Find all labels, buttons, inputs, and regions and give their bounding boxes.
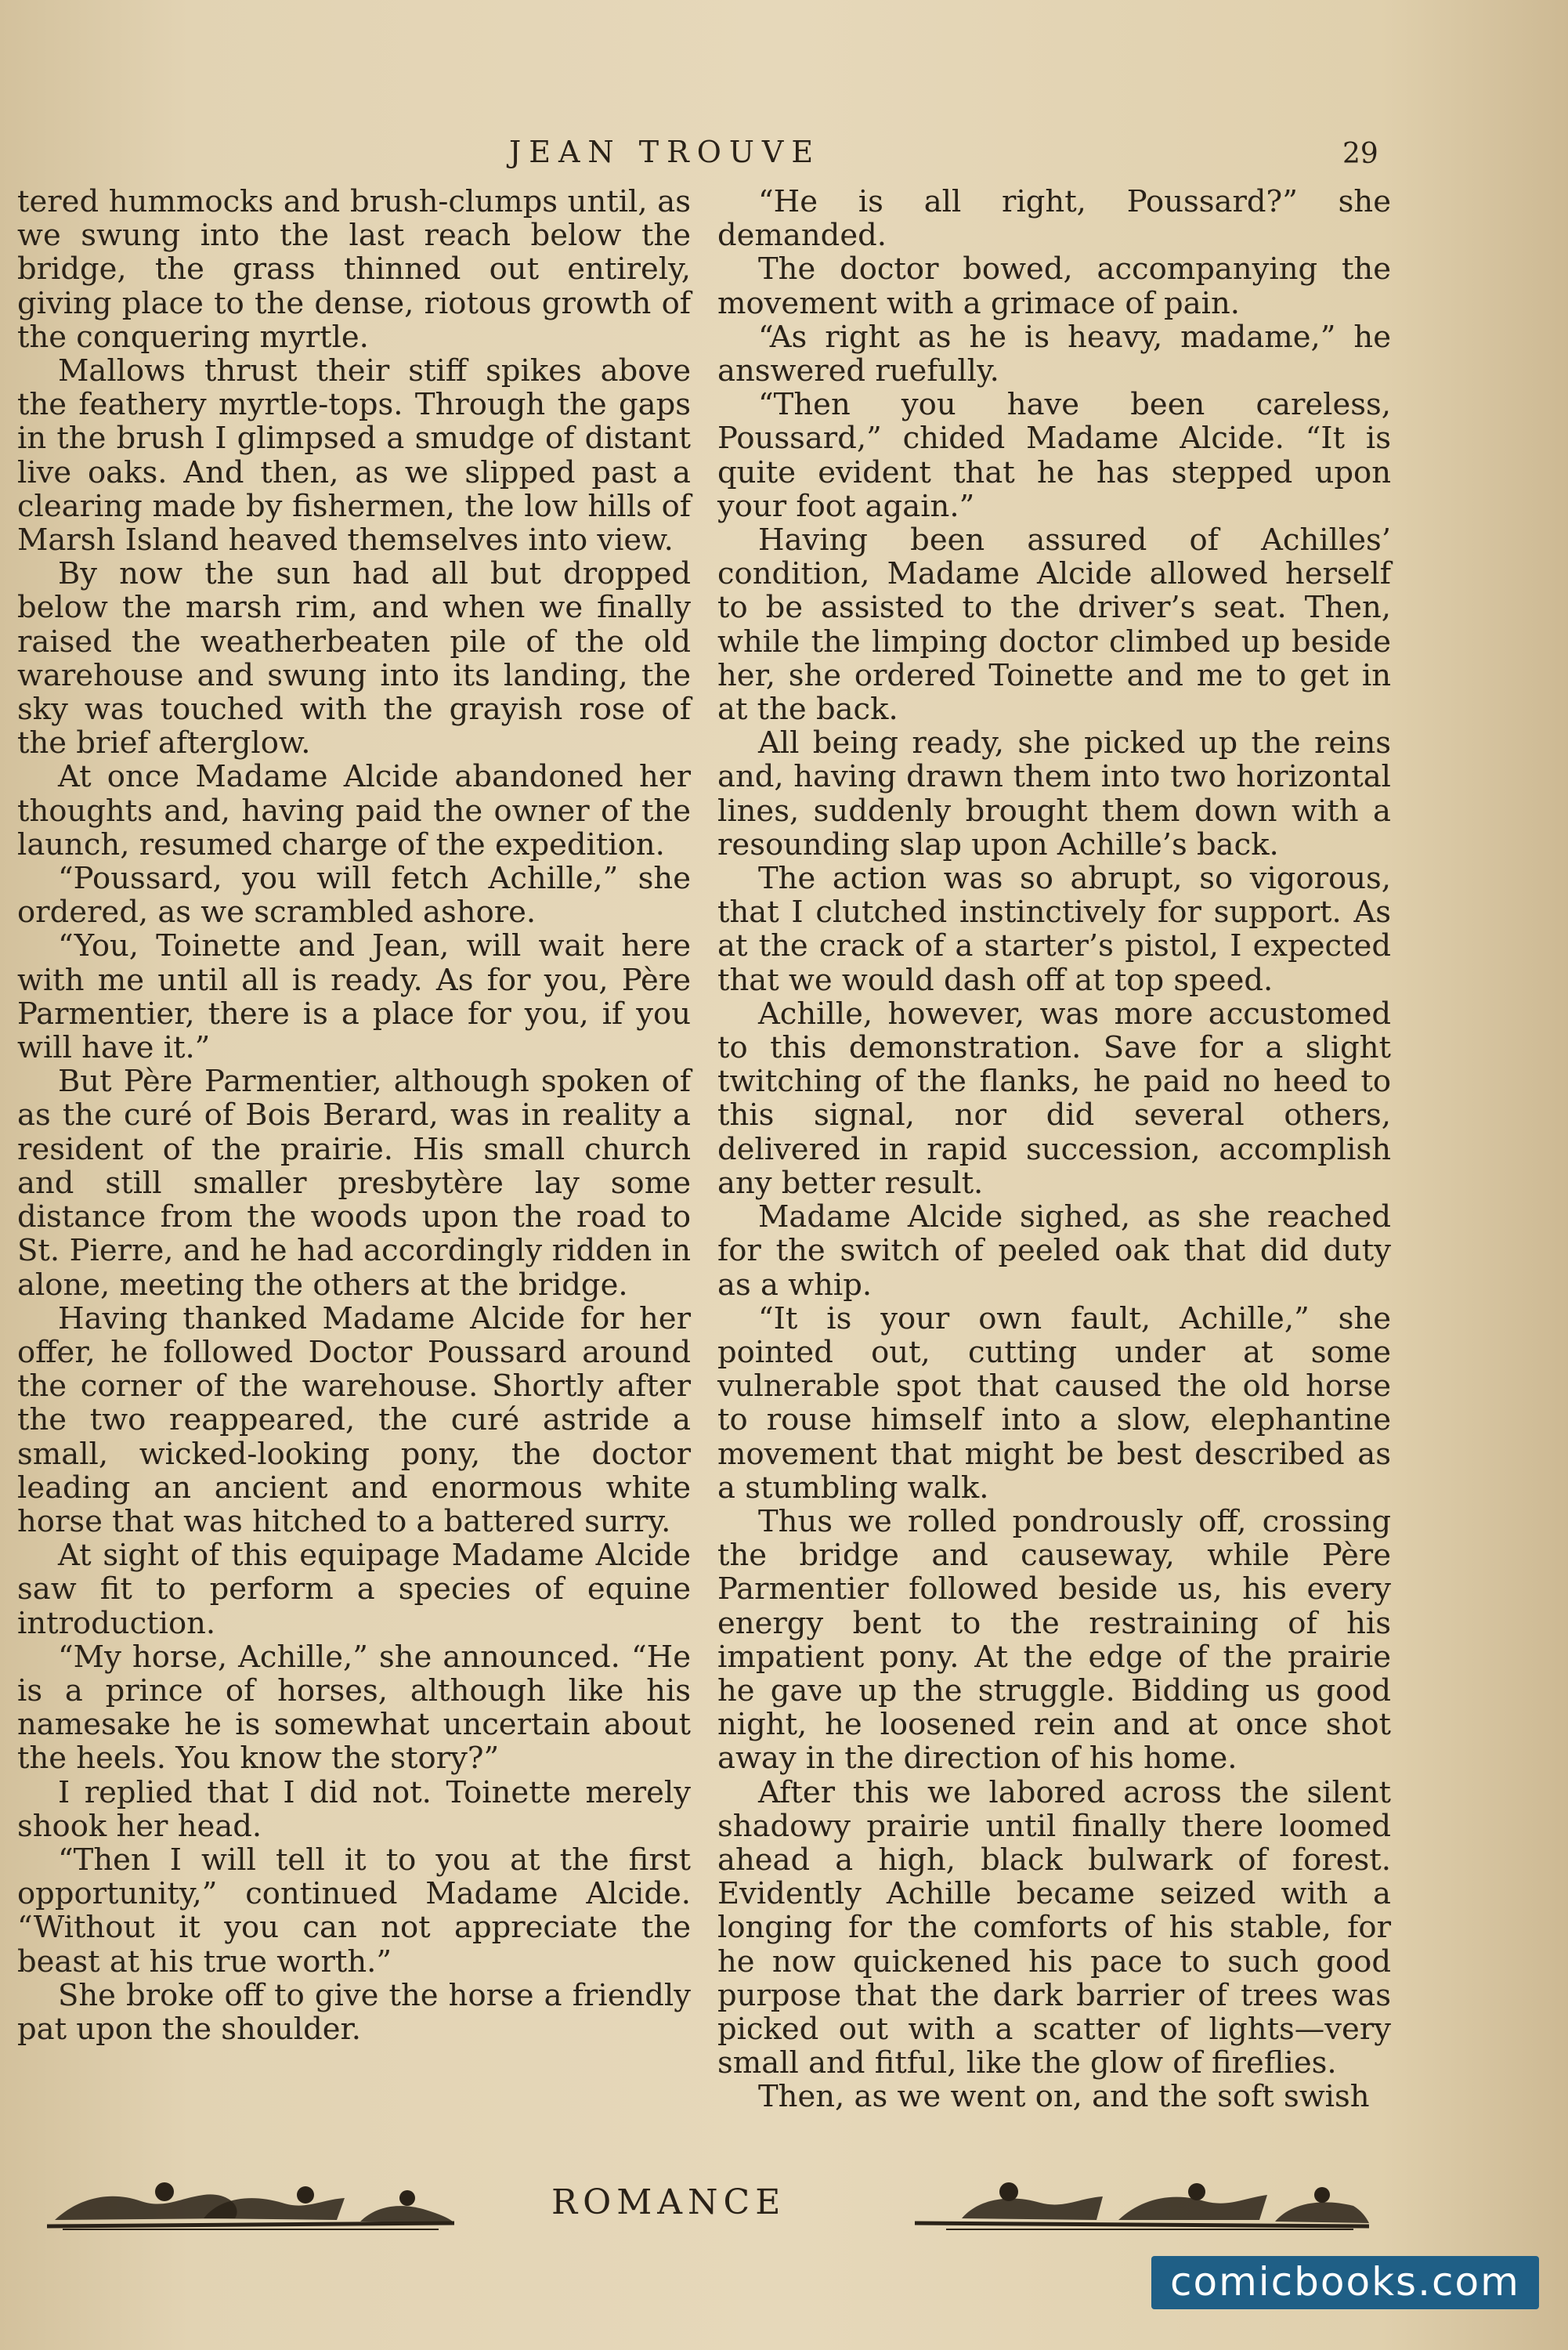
paragraph: tered hummocks and brush-clumps until, as we swung into the last reach below the bridge, the grass thinned out entirely, giving place to the dense, riotous growth of the conquering myrtle. xyxy=(17,184,691,355)
paragraph: The doctor bowed, accompanying the movement with a grimace of pain. xyxy=(717,251,1391,321)
paragraph: Then, as we went on, and the soft swish xyxy=(758,2079,1370,2115)
paragraph: “Then I will tell it to you at the first opportunity,” continued Madame Alcide. “Without it you can not appreciate the beast at his true worth.” xyxy=(17,1842,691,1979)
running-title: JEAN TROUVE xyxy=(509,135,822,169)
paragraph: “It is your own fault, Achille,” she pointed out, cutting under at some vulnerable spot that caused the old horse to rouse himself into a slow, elephantine movement that might be best described as a stumbling walk. xyxy=(717,1300,1391,1506)
paragraph: All being ready, she picked up the reins and, having drawn them into two horizontal lines, suddenly brought them down with a resounding slap upon Achille’s back. xyxy=(717,725,1391,862)
paragraph: By now the sun had all but dropped below the marsh rim, and when we finally raised the weatherbeaten pile of the old warehouse and swung into its landing, the sky was touched with the grayish rose of the brief afterglow. xyxy=(17,556,691,761)
page-header xyxy=(0,135,1568,182)
paragraph: “As right as he is heavy, madame,” he answered ruefully. xyxy=(717,319,1391,389)
paragraph: “Poussard, you will fetch Achille,” she ordered, as we scrambled ashore. xyxy=(17,861,691,931)
paragraph: The action was so abrupt, so vigorous, that I clutched instinctively for support. As at the crack of a starter’s pistol, I expected that we would dash off at top speed. xyxy=(717,861,1391,998)
paragraph: After this we labored across the silent shadowy prairie until finally there loomed ahead a high, black bulwark of forest. Evidently Achille became seized with a longing for the comforts of his stable, for he now quickened his pace to such good purpose that the dark barrier of trees was picked out with a scatter of lights—very small and fitful, like the glow of fireflies. xyxy=(717,1774,1391,2081)
paragraph: But Père Parmentier, although spoken of as the curé of Bois Berard, was in reality a resident of the prairie. His small church and still smaller presbytère lay some distance from the woods upon the road to St. Pierre, and he had accordingly ridden in alone, meeting the others at the bridge. xyxy=(17,1064,691,1303)
paragraph: “Then you have been careless, Poussard,” chided Madame Alcide. “It is quite evident that he has stepped upon your foot again.” xyxy=(717,387,1391,524)
paragraph: Mallows thrust their stiff spikes above the feathery myrtle-tops. Through the gaps in the brush I glimpsed a smudge of distant live oaks. And then, as we slipped past a clearing made by fishermen, the low hills of Marsh Island heaved themselves into view. xyxy=(17,353,691,559)
paragraph: At once Madame Alcide abandoned her thoughts and, having paid the owner of the launch, resumed charge of the expedition. xyxy=(17,759,691,862)
magazine-title: ROMANCE xyxy=(551,2182,786,2222)
paragraph: Achille, however, was more accustomed to this demonstration. Save for a slight twitching of the flanks, he paid no heed to this signal, nor did several others, delivered in rapid succession, accomplish any better result. xyxy=(717,996,1391,1201)
paragraph: Thus we rolled pondrously off, crossing the bridge and causeway, while Père Parmentier followed beside us, his every energy bent to the restraining of his impatient pony. At the edge of the prairie he gave up the struggle. Bidding us good night, he loosened rein and at once shot away in the direction of his home. xyxy=(717,1503,1391,1777)
page-number: 29 xyxy=(1342,138,1378,170)
cherub-frieze-icon xyxy=(47,2175,454,2237)
right-column xyxy=(717,185,1391,2114)
cherub-frieze-icon xyxy=(915,2175,1369,2237)
watermark-badge: comicbooks.com xyxy=(1151,2256,1539,2309)
paragraph: “My horse, Achille,” she announced. “He is a prince of horses, although like his namesake he is somewhat uncertain about the heels. You know the story?” xyxy=(17,1639,691,1777)
paragraph: She broke off to give the horse a friendly pat upon the shoulder. xyxy=(17,1977,691,2047)
page-footer xyxy=(0,2168,1568,2239)
left-column xyxy=(17,185,691,2046)
paragraph: Having been assured of Achilles’ condition, Madame Alcide allowed herself to be assisted to the driver’s seat. Then, while the limping doctor climbed up beside her, she ordered Toinette and me to get in at the back. xyxy=(717,522,1391,728)
paragraph: Having thanked Madame Alcide for her offer, he followed Doctor Poussard around the corner of the warehouse. Shortly after the two reappeared, the curé astride a small, wicked-looking pony, the doctor leading an ancient and enormous white horse that was hitched to a battered surry. xyxy=(17,1300,691,1539)
paragraph: “You, Toinette and Jean, will wait here with me until all is ready. As for you, Père Parmentier, there is a place for you, if you will have it.” xyxy=(17,928,691,1066)
paragraph: Madame Alcide sighed, as she reached for the switch of peeled oak that did duty as a whip. xyxy=(717,1199,1391,1303)
paragraph: “He is all right, Poussard?” she demanded. xyxy=(717,184,1391,254)
paragraph: I replied that I did not. Toinette merely shook her head. xyxy=(17,1774,691,1844)
paragraph: At sight of this equipage Madame Alcide saw fit to perform a species of equine introduction. xyxy=(17,1538,691,1641)
